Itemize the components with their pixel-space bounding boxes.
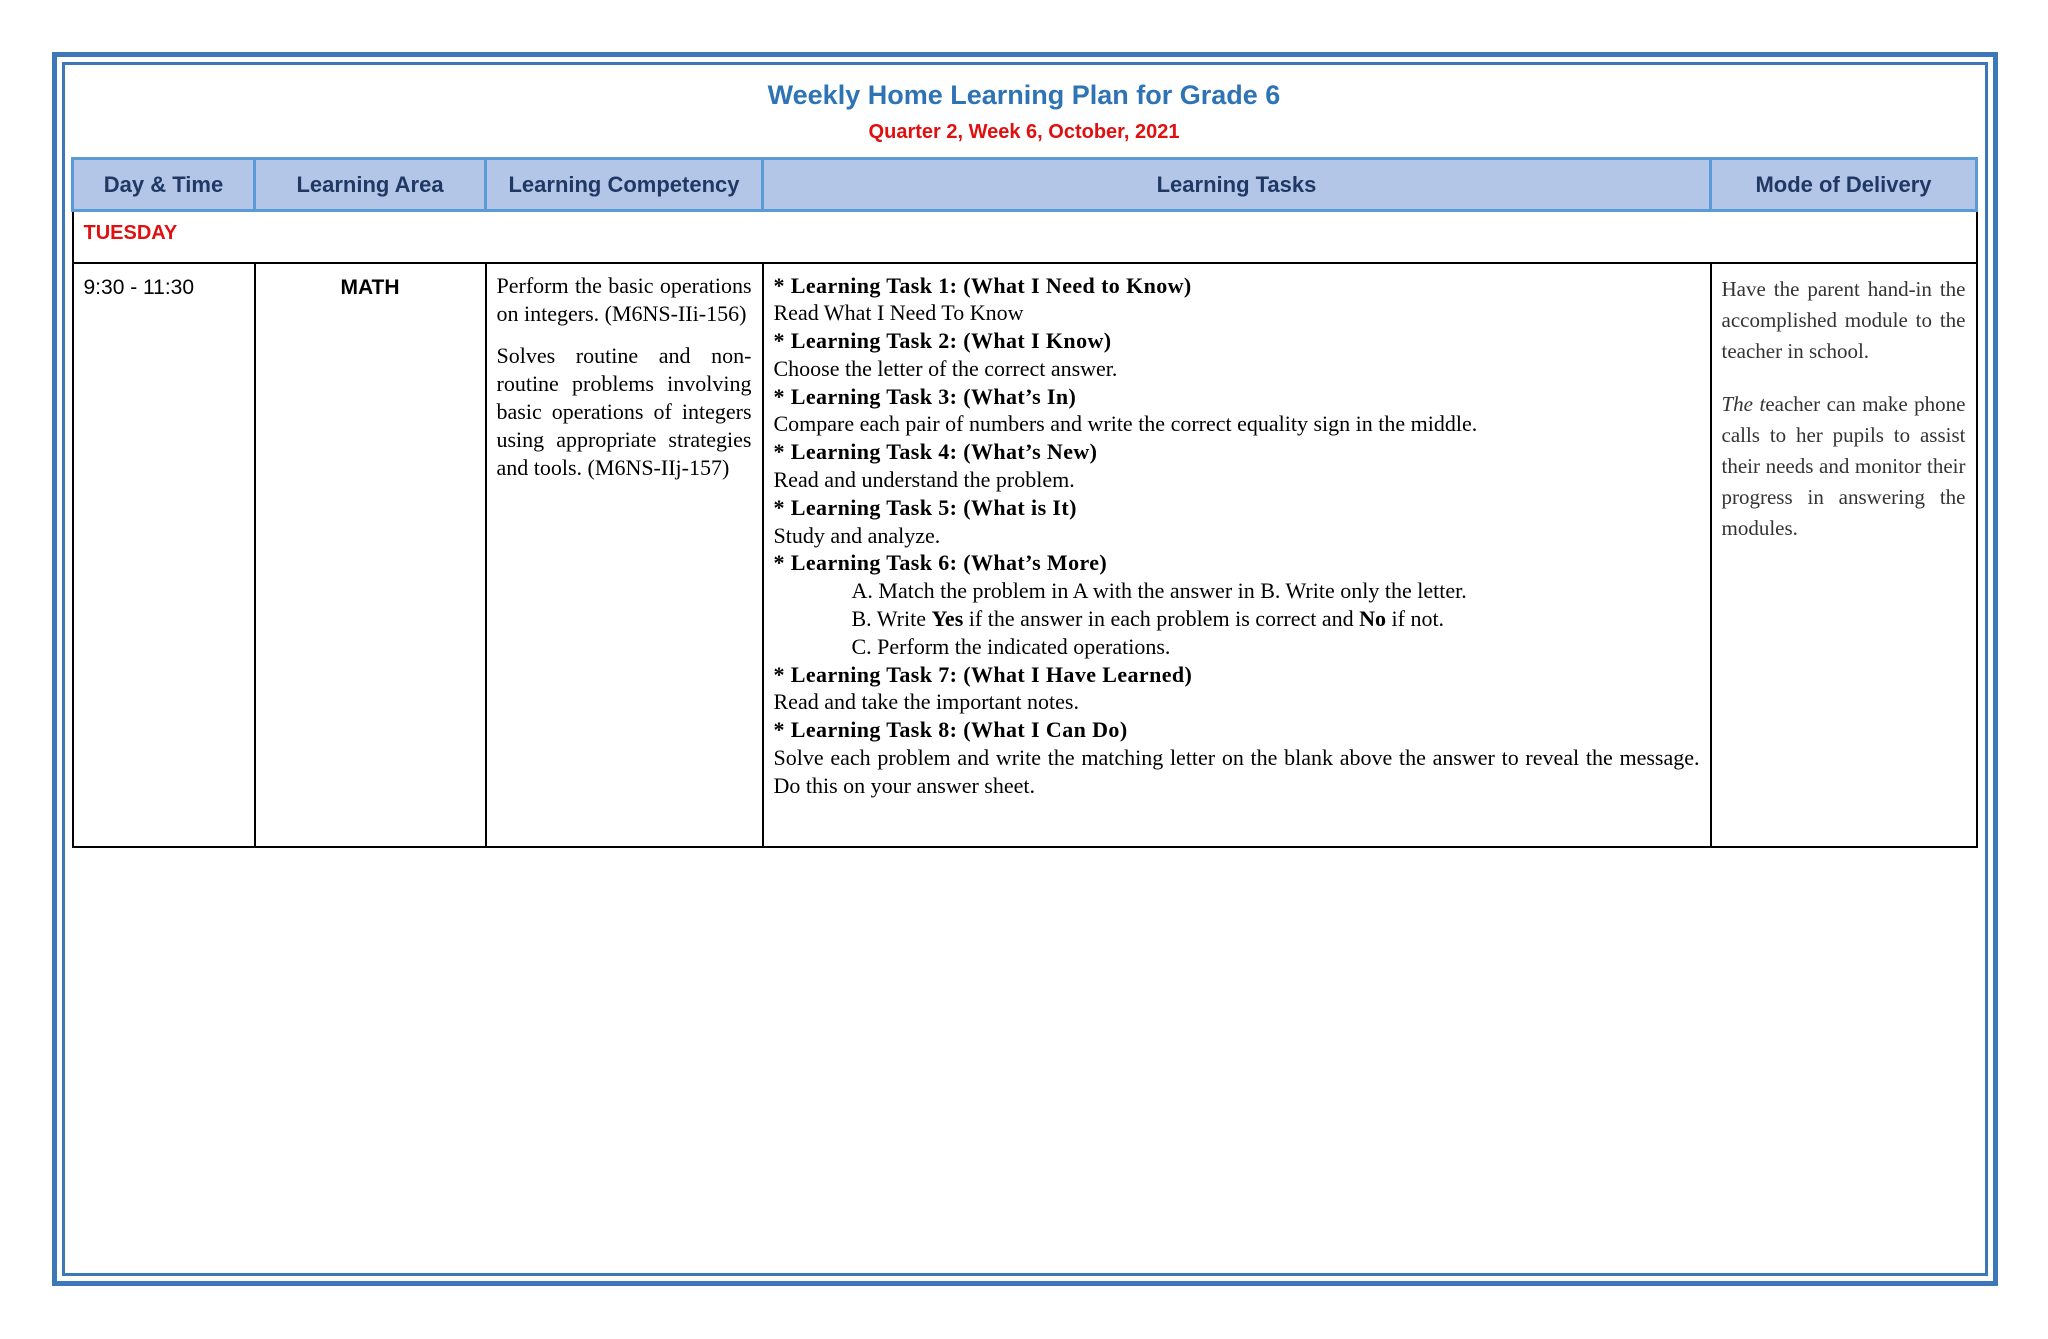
mode-italic-text: The t bbox=[1721, 391, 1766, 416]
task-description: Read and understand the problem. bbox=[773, 467, 1075, 493]
area-cell: MATH bbox=[255, 263, 486, 847]
task-description: Read What I Need To Know bbox=[773, 300, 1024, 326]
mode-paragraph: Have the parent hand-in the accomplished module to the teacher in school. bbox=[1721, 276, 1966, 363]
task-heading: * Learning Task 8: (What I Can Do) bbox=[773, 717, 1128, 743]
yes-keyword: Yes bbox=[931, 606, 964, 632]
task-heading: * Learning Task 3: (What’s In) bbox=[773, 383, 1077, 409]
task-heading: * Learning Task 4: (What’s New) bbox=[773, 439, 1098, 465]
header-learning-competency: Learning Competency bbox=[486, 159, 763, 211]
learning-plan-table bbox=[71, 157, 1978, 848]
day-row bbox=[73, 211, 1977, 263]
task-description: Study and analyze. bbox=[773, 522, 941, 548]
tasks-cell bbox=[763, 263, 1711, 847]
time-cell: 9:30 - 11:30 bbox=[73, 263, 255, 847]
task-description: Read and take the important notes. bbox=[773, 689, 1079, 715]
task-description: Compare each pair of numbers and write the correct equality sign in the middle. bbox=[773, 411, 1478, 437]
task-subitem bbox=[774, 605, 1700, 633]
no-keyword: No bbox=[1359, 606, 1386, 632]
task-subitem: C. Perform the indicated operations. bbox=[851, 633, 1171, 659]
plan-subtitle: Quarter 2, Week 6, October, 2021 bbox=[868, 121, 1180, 143]
day-label: TUESDAY bbox=[73, 211, 1977, 263]
mode-cell bbox=[1711, 263, 1977, 847]
plan-title: Weekly Home Learning Plan for Grade 6 bbox=[767, 80, 1281, 110]
task-description: Choose the letter of the correct answer. bbox=[773, 355, 1118, 381]
header-mode-of-delivery: Mode of Delivery bbox=[1711, 159, 1977, 211]
task-description: Solve each problem and write the matching letter on the blank above the answer to reveal the message. Do this on your answer sheet. bbox=[773, 745, 1700, 798]
mode-paragraph bbox=[1722, 389, 1966, 544]
competency-item: Solves routine and non-routine problems involving basic operations of integers using appropriate strategies and tools. (M6NS-IIj-157) bbox=[496, 342, 752, 480]
table-header-row bbox=[73, 159, 1977, 211]
competency-cell bbox=[486, 263, 763, 847]
task-heading: * Learning Task 2: (What I Know) bbox=[773, 328, 1112, 354]
mode-text: eacher can make phone calls to her pupils to assist their needs and monitor their progress in answering the modules. bbox=[1721, 391, 1966, 540]
subitem-text: if not. bbox=[1386, 606, 1445, 632]
task-heading: * Learning Task 1: (What I Need to Know) bbox=[773, 272, 1192, 298]
subitem-text: if the answer in each problem is correct and bbox=[963, 606, 1360, 632]
competency-item: Perform the basic operations on integers. (M6NS-IIi-156) bbox=[496, 272, 752, 326]
task-heading: * Learning Task 7: (What I Have Learned) bbox=[773, 661, 1193, 687]
subitem-text: B. Write bbox=[851, 606, 932, 632]
task-heading: * Learning Task 6: (What’s More) bbox=[773, 550, 1108, 576]
header-learning-tasks: Learning Tasks bbox=[763, 159, 1711, 211]
header-learning-area: Learning Area bbox=[255, 159, 486, 211]
table-row bbox=[73, 263, 1977, 847]
task-subitem: A. Match the problem in A with the answer in B. Write only the letter. bbox=[851, 578, 1467, 604]
task-heading: * Learning Task 5: (What is It) bbox=[773, 494, 1077, 520]
header-day-time: Day & Time bbox=[73, 159, 255, 211]
